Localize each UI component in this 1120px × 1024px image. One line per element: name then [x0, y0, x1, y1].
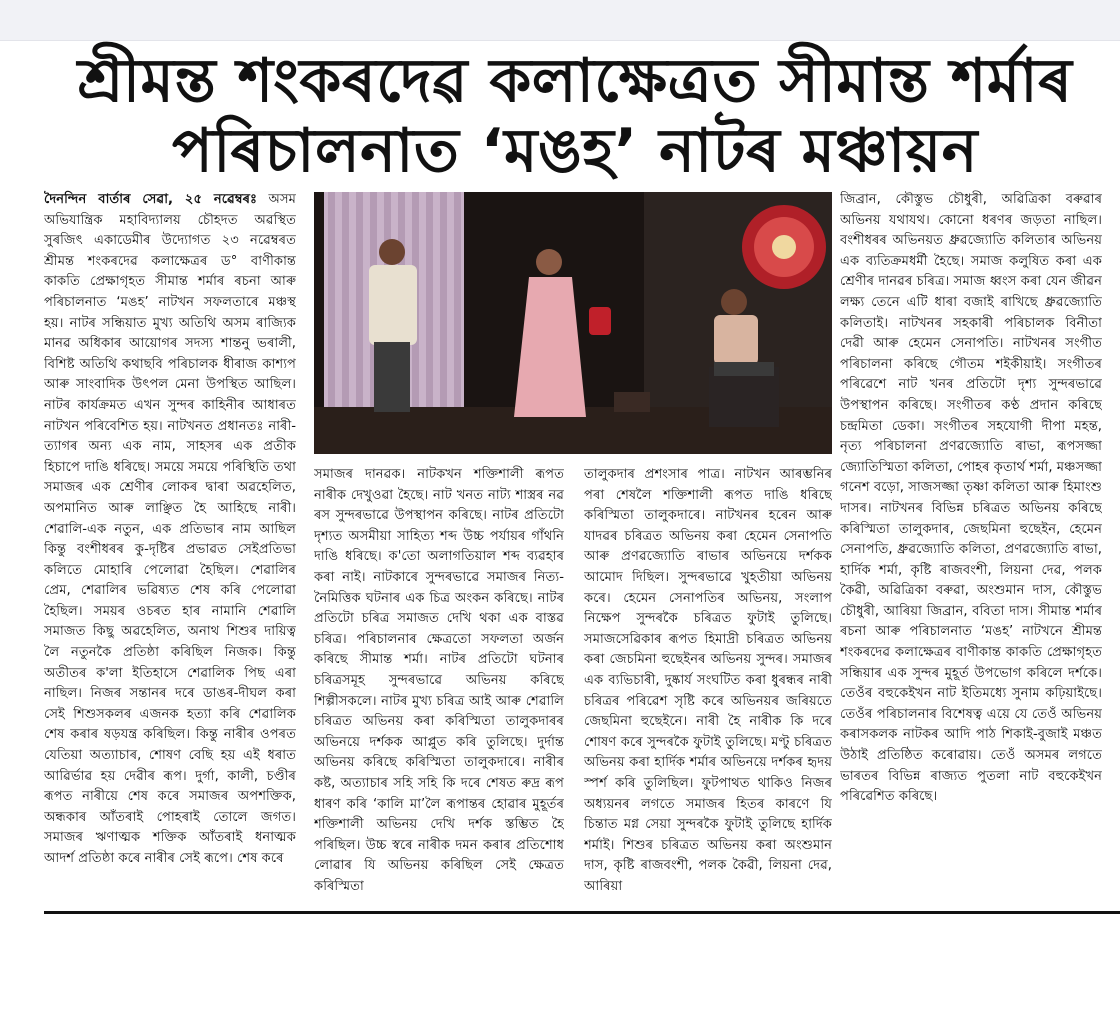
column-4-text: জিব্ৰান, কৌস্তুভ চৌধুৰী, অৱিত্ৰিকা বৰুৱাৰ অভিনয় যথাযথ। কোনো ধৰণৰ জড়তা নাছিল। বংশীধৰৰ অভিনয়ত ধ্ৰুৱজ্যোতি কলিতাৰ অভিনয় এক ব্যতিক্ৰমধৰ্মী হৈছে। সমাজ কলুষিত কৰা এক শ্ৰেণীৰ দানৱৰ চৰিত্ৰ। সমাজ ধ্বংস কৰা যেন জীৱন লক্ষ্য তেনে এটি ধাৰা বজাই ৰাখিছে ধ্ৰুৱজ্যোতি কলিতাই। নাটখনৰ সহকাৰী পৰিচালক বিনীতা দেৱী আৰু হেমেন সেনাপতি। নাটখনৰ সংগীত পৰিচালনা কৰিছে গৌতম শইকীয়াই। সংগীতৰ পৰিৱেশে নাট খনৰ প্ৰতিটো দৃশ্য সুন্দৰভাৱে উপস্থাপন কৰিছে। সংগীতৰ কণ্ঠ প্ৰদান কৰিছে চন্দ্ৰমিতা ডেকা। সংগীতৰ সহযোগী দীপা মহন্ত, নৃত্য পৰিচালনা প্ৰণৱজ্যোতি ৰাভা, ৰূপসজ্জা জ্যোতিস্মিতা কলিতা, পোহৰ কৃতাৰ্থ শৰ্মা, মঞ্চসজ্জা গনেশ বড়ো, সাজসজ্জা তৃষ্ণা কলিতা আৰু হিমাংশু দাসৰ। নাটখনৰ বিভিন্ন চৰিত্ৰত অভিনয় কৰিছে কৰিস্মিতা তালুকদাৰ, জেছমিনা হুছেইন, হেমেন সেনাপতি, ধ্ৰুৱজ্যোতি কলিতা, প্ৰণৱজ্যোতি ৰাভা, হাৰ্দিক শৰ্মা, কৃষ্টি ৰাজবংশী, লিয়না দেৱ, পলক কৈৱী, অৱিত্ৰিকা বৰুৱা, অংশুমান দাস, কৌস্তুভ চৌধুৰী, আৰিয়া জিব্ৰান, ববিতা দাস। সীমান্ত শৰ্মাৰ ৰচনা আৰু পৰিচালনাত ‘মঙহ’ নাটখনে শ্ৰীমন্ত শংকৰদেৱ কলাক্ষেত্ৰৰ বাণীকান্ত কাকতি প্ৰেক্ষাগৃহত সন্ধিয়াৰ এক সুন্দৰ মুহূৰ্ত উপভোগ কৰিলে দৰ্শকে। তেওঁৰ বহুকেইখন নাট ইতিমধ্যে সুনাম কঢ়িয়াইছে। তেওঁৰ পৰিচালনাৰ বিশেষত্ব এয়ে যে তেওঁ অভিনয় কৰাসকলক নাটকৰ আদি পাঠ শিকাই-বুজাই মঞ্চত উঠাই প্ৰতিষ্ঠিত কৰোৱায়। তেওঁ অসমৰ লগতে ভাৰতৰ বিভিন্ন ৰাজ্যত পুতলা নাট বহুকেইখন পৰিৱেশিত কৰিছে।	[840, 192, 1102, 805]
stage-photo-illustration	[314, 192, 832, 454]
browser-top-strip	[0, 0, 1120, 41]
dateline: দৈনন্দিন বাৰ্তাৰ সেৱা, ২৫ নৱেম্বৰঃ	[44, 192, 258, 207]
article-column-2	[314, 465, 564, 905]
bottom-rule	[44, 911, 1120, 914]
column-2-text: সমাজৰ দানৱক। নাটকখন শক্তিশালী ৰূপত নাৰীক দেখুওৱা হৈছে। নাট খনত নাট্য শাস্ত্ৰৰ নৱ ৰস সুন্দৰভাৱে উপস্থাপন কৰিছে। নাটৰ প্ৰতিটো দৃশ্যত অসমীয়া সাহিত্য শব্দ উচ্চ পৰ্যায়ৰ গাঁথনি দাঙি ধৰিছে। ক'তো অলাগতিয়াল শব্দ ব্যৱহাৰ কৰা নাই। নাটকাৰে সুন্দৰভাৱে সমাজৰ নিত্য-নৈমিত্তিক ঘটনাৰ এক চিত্ৰ অংকন কৰিছে। নাটৰ প্ৰতিটো চৰিত্ৰ সমাজত দেখি থকা এক বাস্তৱ চৰিত্ৰ। পৰিচালনাৰ ক্ষেত্ৰতো সফলতা অৰ্জন কৰিছে সীমান্ত শৰ্মা। নাটৰ প্ৰতিটো ঘটনাৰ চৰিত্ৰসমূহ সুন্দৰভাৱে অভিনয় কৰিছে শিল্পীসকলে। নাটৰ মুখ্য চৰিত্ৰ আই আৰু শেৱালি চৰিত্ৰত অভিনয় কৰা কৰিস্মিতা তালুকদাৰৰ অভিনয়ে দৰ্শকক আপ্লুত কৰি তুলিছে। দুৰ্দান্ত অভিনয় কৰিছে কৰিস্মিতা তালুকদাৰে। নাৰীৰ কষ্ট, অত্যাচাৰ সহি সহি কি দৰে শেষত ৰুদ্ৰ ৰূপ ধাৰণ কৰি ‘কালি মা’লৈ ৰূপান্তৰ হোৱাৰ মুহূৰ্তৰ শক্তিশালী অভিনয় দেখি দৰ্শক স্তম্ভিত হৈ পৰিছিল। উচ্চ স্বৰে নাৰীক দমন কৰাৰ প্ৰতিশোধ লোৱাৰ যি অভিনয় কৰিছিল সেই ক্ষেত্ৰত কৰিস্মিতা	[314, 467, 564, 894]
column-1-text: অসম অভিযান্ত্ৰিক মহাবিদ্যালয় চৌহদত অৱস্থিত সুৰজিৎ একাডেমীৰ উদ্যোগত ২৩ নৱেম্বৰত শ্ৰীমন্ত শংকৰদেৱ কলাক্ষেত্ৰৰ ড° বাণীকান্ত কাকতি প্ৰেক্ষাগৃহত সীমান্ত শৰ্মাৰ ৰচনা আৰু পৰিচালনাত ‘মঙহ’ নাটখন সফলতাৰে মঞ্চস্থ হয়। নাটৰ সন্ধিয়াত মুখ্য অতিথি অসম ৰাজ্যিক মানৱ অধিকাৰ আয়োগৰ সদস্য শান্তনু ভৰালী, বিশিষ্ট অতিথি কথাছবি পৰিচালক ধীৰাজ কাশ্যপ আৰু সাংবাদিক উৎপল মেনা উপস্থিত আছিল। নাটৰ কাৰ্যক্ৰমত এখন সুন্দৰ কাহিনীৰ আধাৰত নাটখন পৰিবেশিত হয়। নাটখনত প্ৰধানতঃ নাৰী- ত্যাগৰ অন্য এক নাম, সাহসৰ এক প্ৰতীক হিচাপে দাঙি ধৰিছে। সময়ে সময়ে পৰিস্থিতি তথা সমাজৰ এক শ্ৰেণীৰ লোকৰ দ্বাৰা অৱহেলিত, অপমানিত আৰু লাঞ্ছিত হৈ আহিছে নাৰী। শেৱালি-এক নতুন, এক প্ৰতিভাৰ নাম আছিল কিন্তু বংশীধৰৰ কু-দৃষ্টিৰ প্ৰভাৱত সেইপ্ৰতিভা কলিতে মোহাৰি পেলোৱা হৈছিল। শেৱালিৰ প্ৰেম, শেৱালিৰ ভৱিষ্যত শেষ কৰি পেলোৱা হৈছিল। সময়ৰ ওচৰত হাৰ নামানি শেৱালি সমাজত কিছু অৱহেলিত, অনাথ শিশুৰ দায়িত্ব লৈ নতুনকৈ প্ৰতিষ্ঠা কৰিছিল নিজক। কিন্তু অতীতৰ ক'লা ইতিহাসে শেৱালিক পিছ এৰা নাছিল। নিজৰ সন্তানৰ দৰে ডাঙৰ-দীঘল কৰা সেই শিশুসকলৰ এজনক হত্যা কৰি শেৱালিক শেষ কৰাৰ ষড়যন্ত্ৰ কৰিছিল। কিন্তু নাৰীৰ ওপৰত যেতিয়া অত্যাচাৰ, শোষণ বেছি হয় এই ধৰাত আৱিৰ্ভাৱ হয় দেৱীৰ ৰূপ। দুৰ্গা, কালী, চণ্ডীৰ ৰূপত নাৰীয়ে শেষ কৰে সমাজৰ অপশক্তিক, অন্ধকাৰ আঁতৰাই পোহৰাই তোলে জগত। সমাজৰ ঋণাত্মক শক্তিক আঁতৰাই ধনাত্মক আদৰ্শ প্ৰতিষ্ঠা কৰে নাৰীৰ সেই ৰূপে। শেষ কৰে	[44, 192, 296, 866]
article-column-1	[44, 190, 296, 902]
article-column-3	[584, 465, 832, 905]
headline-line-1: শ্ৰীমন্ত শংকৰদেৱ কলাক্ষেত্ৰত সীমান্ত শৰ্মাৰ	[77, 46, 1073, 116]
article-headline	[40, 46, 1110, 186]
article-column-4	[840, 190, 1102, 902]
stage-photo	[314, 192, 832, 454]
headline-line-2: পৰিচালনাত ‘মঙহ’ নাটৰ মঞ্চায়ন	[172, 116, 978, 186]
column-3-text: তালুকদাৰ প্ৰশংসাৰ পাত্ৰ। নাটখন আৰম্ভনিৰ পৰা শেষলৈ শক্তিশালী ৰূপত দাঙি ধৰিছে কৰিস্মিতা তালুকদাৰে। নাটখনৰ হৰেন আৰু যাদৱৰ চৰিত্ৰত অভিনয় কৰা হেমেন সেনাপতি আৰু প্ৰণৱজ্যোতি ৰাভাৰ অভিনয়ে দৰ্শকক আমোদ দিছিল। সুন্দৰভাৱে খুহতীয়া অভিনয় কৰে। হেমেন সেনাপতিৰ অভিনয়, সংলাপ নিক্ষেপ সুন্দৰকৈ চৰিত্ৰত ফুটাই তুলিছে। সমাজসেৱিকাৰ ৰূপত হিমাদ্ৰী চৰিত্ৰত অভিনয় কৰা জেচমিনা হুছেইনৰ অভিনয় সুন্দৰ। সমাজৰ এক ব্যভিচাৰী, দুষ্কাৰ্য সংঘটিত কৰা ধুৰন্ধৰ নাৰী চৰিত্ৰৰ পৰিৱেশ সৃষ্টি কৰে অভিনয়ৰ জৰিয়তে জেছমিনা হুছেইনে। নাৰী হৈ নাৰীক কি দৰে শোষণ কৰে সুন্দৰকৈ ফুটাই তুলিছে। মণ্টু চৰিত্ৰত অভিনয় কৰা হাৰ্দিক শৰ্মাৰ অভিনয়ে দৰ্শকৰ হৃদয় স্পৰ্শ কৰি তুলিছিল। ফুটপাথত থাকিও নিজৰ অধ্যয়নৰ লগতে সমাজৰ হিতৰ কাৰণে যি চিন্তাত মগ্ন সেয়া সুন্দৰকৈ ফুটাই তুলিছে হাৰ্দিক শৰ্মাই। শিশুৰ চৰিত্ৰত অভিনয় কৰা অংশুমান দাস, কৃষ্টি ৰাজবংশী, পলক কৈৱী, লিয়না দেৱ, আৰিয়া	[584, 467, 832, 894]
